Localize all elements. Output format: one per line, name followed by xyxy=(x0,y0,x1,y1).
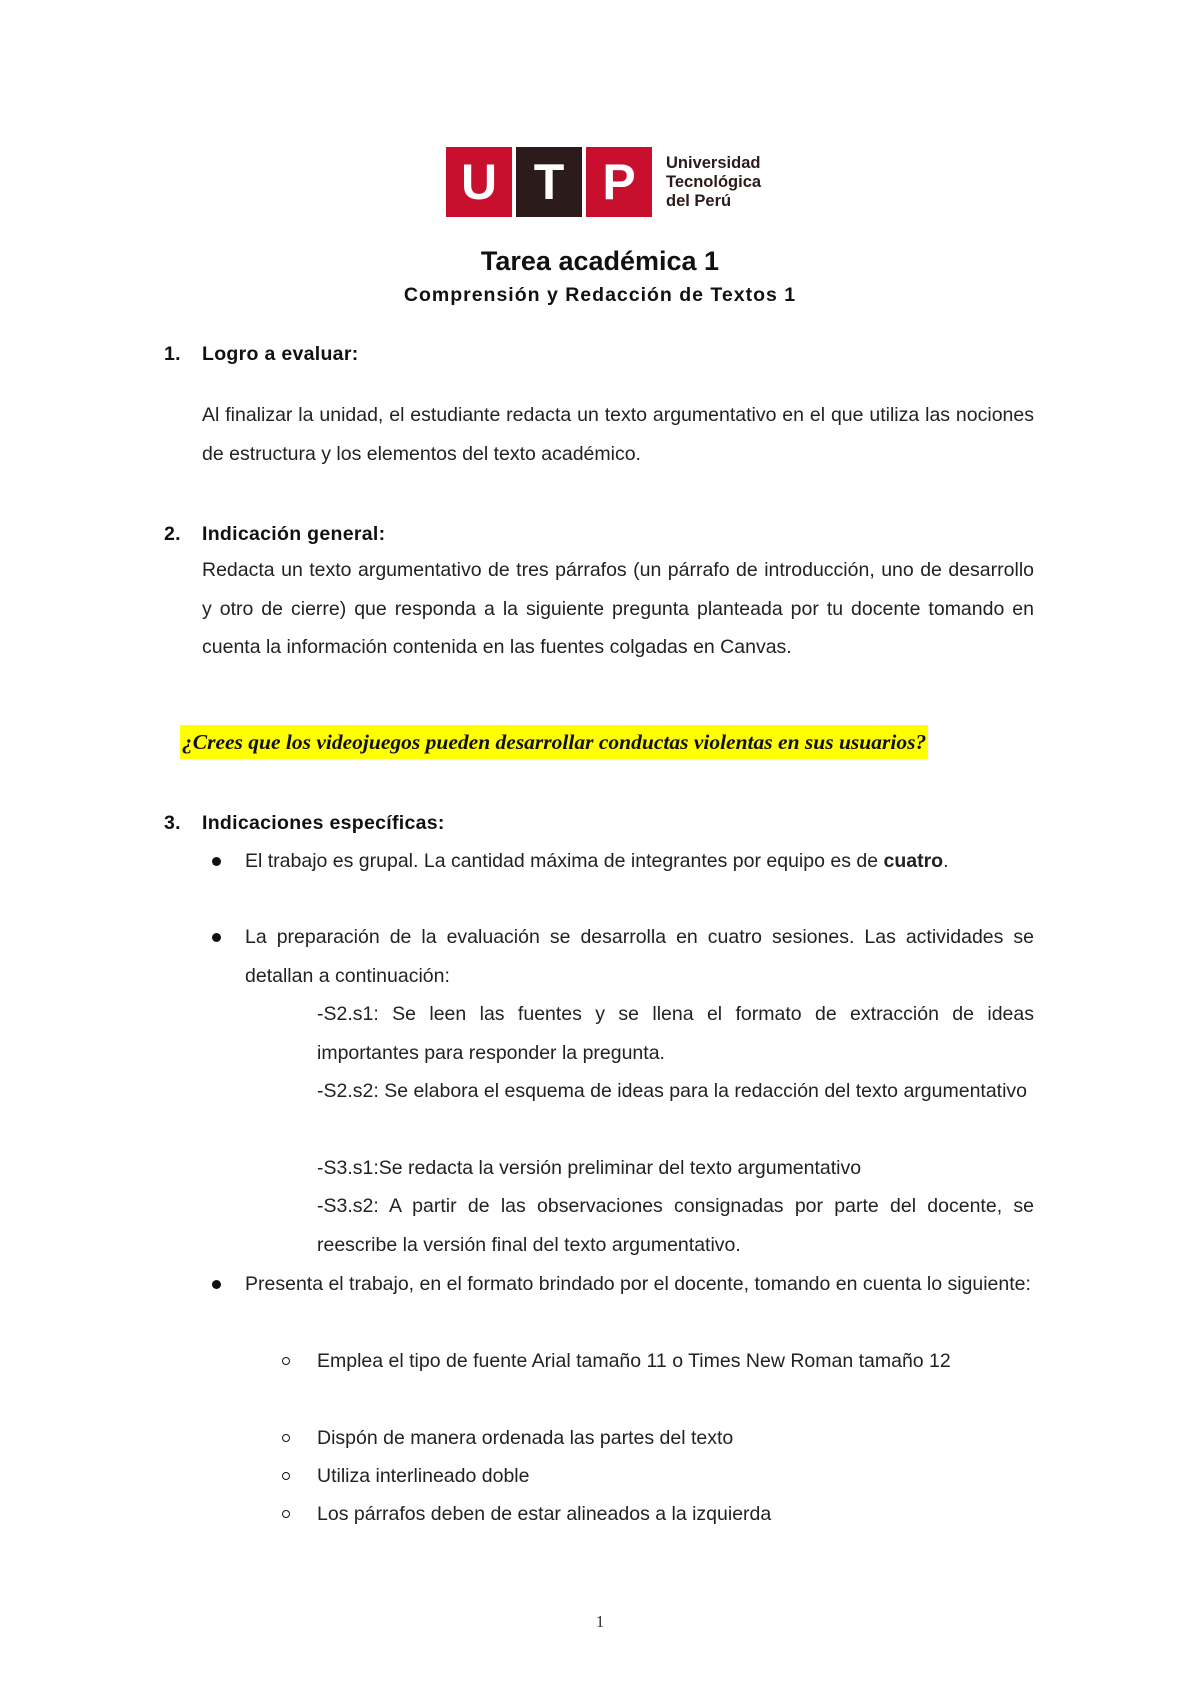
max-members-bold: cuatro xyxy=(883,850,944,872)
format-item: Los párrafos deben de estar alineados a la izquierda xyxy=(317,1503,772,1525)
section-1-text: Al finalizar la unidad, el estudiante redacta un texto argumentativo en el que utiliza las nociones de estructura y los elementos del texto académico. xyxy=(202,404,1034,465)
circle-bullet-icon xyxy=(282,1434,290,1442)
bullet-item-format: Presenta el trabajo, en el formato brindado por el docente, tomando en cuenta lo siguiente: xyxy=(245,1273,1031,1295)
logo-letter-t: T xyxy=(516,147,582,217)
bullet-item-group-work: El trabajo es grupal. La cantidad máxima de integrantes por equipo es de cuatro. xyxy=(245,850,949,872)
logo-line-1: Universidad xyxy=(666,153,761,172)
logo-letter-u: U xyxy=(446,147,512,217)
format-item: Emplea el tipo de fuente Arial tamaño 11 o Times New Roman tamaño 12 xyxy=(317,1350,951,1372)
section-1-number: 1. xyxy=(164,343,181,365)
session-item: -S2.s2: Se elabora el esquema de ideas para la redacción del texto argumentativo xyxy=(317,1080,1028,1102)
session-item: -S3.s2: A partir de las observaciones consignadas por parte del docente, se reescribe la versión final del texto argumentativo. xyxy=(317,1195,1034,1256)
logo-line-2: Tecnológica xyxy=(666,172,762,191)
circle-bullet-icon xyxy=(282,1510,290,1518)
logo-letter-p: P xyxy=(586,147,652,217)
bullet-icon xyxy=(212,857,221,866)
format-item: Dispón de manera ordenada las partes del texto xyxy=(317,1427,734,1449)
bullet-item-sessions: La preparación de la evaluación se desarrolla en cuatro sesiones. Las actividades se detallan a continuación: xyxy=(245,926,1034,987)
document-subtitle: Comprensión y Redacción de Textos 1 xyxy=(403,284,797,306)
logo-wordmark xyxy=(666,154,761,211)
bullet-icon xyxy=(212,1280,221,1289)
bullet-icon xyxy=(212,933,221,942)
section-3-title: Indicaciones específicas: xyxy=(202,812,445,834)
circle-bullet-icon xyxy=(282,1357,290,1365)
circle-bullet-icon xyxy=(282,1472,290,1480)
utp-logo xyxy=(446,147,761,217)
section-1-title: Logro a evaluar: xyxy=(202,343,359,365)
session-item: -S2.s1: Se leen las fuentes y se llena el formato de extracción de ideas importantes para responder la pregunta. xyxy=(317,1003,1034,1064)
session-item: -S3.s1:Se redacta la versión preliminar del texto argumentativo xyxy=(317,1157,862,1179)
highlighted-question: ¿Crees que los videojuegos pueden desarrollar conductas violentas en sus usuarios? xyxy=(180,725,928,759)
section-2-number: 2. xyxy=(164,523,181,545)
format-item: Utiliza interlineado doble xyxy=(317,1465,530,1487)
page-number: 1 xyxy=(595,1612,605,1631)
logo-line-3: del Perú xyxy=(666,191,732,210)
section-2-title: Indicación general: xyxy=(202,523,386,545)
document-title: Tarea académica 1 xyxy=(480,246,720,276)
section-2-text: Redacta un texto argumentativo de tres párrafos (un párrafo de introducción, uno de desarrollo y otro de cierre) que responda a la siguiente pregunta planteada por tu docente tomando en cuenta la información contenida en las fuentes colgadas en Canvas. xyxy=(202,559,1034,658)
section-3-number: 3. xyxy=(164,812,181,834)
